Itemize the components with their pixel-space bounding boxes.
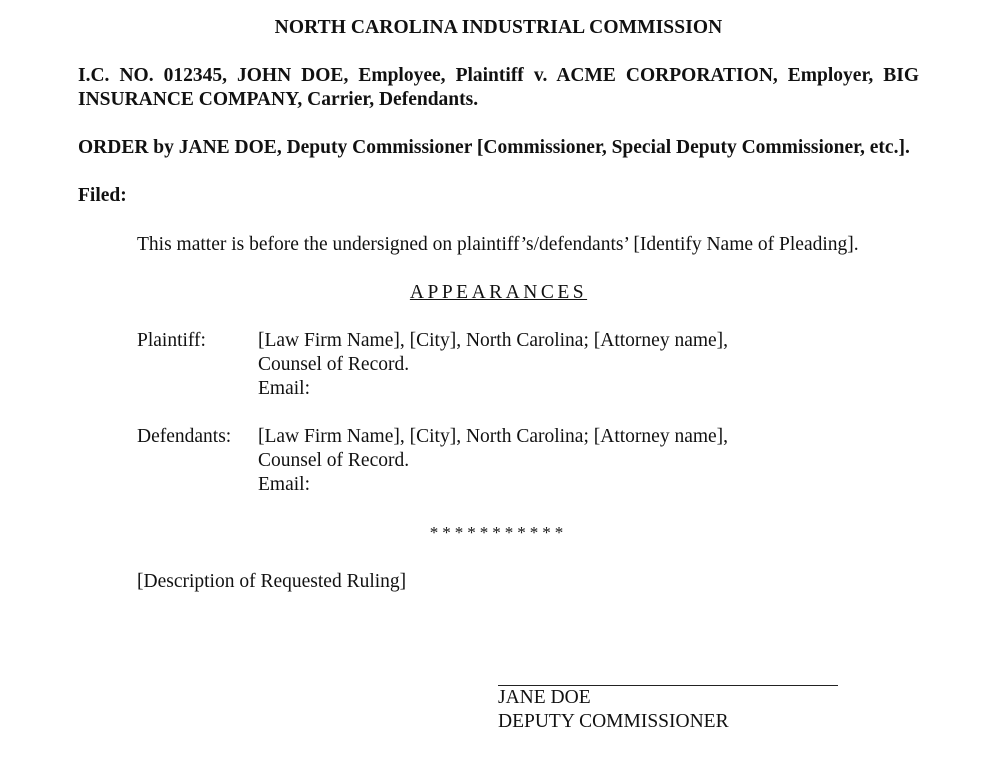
defendants-counsel <box>258 425 728 497</box>
plaintiff-email-line: Email: <box>258 378 310 399</box>
order-by-line: ORDER by JANE DOE, Deputy Commissioner [Commissioner, Special Deputy Commissioner, etc.]. <box>78 137 910 158</box>
defendants-label: Defendants: <box>137 426 232 447</box>
defendants-email-line: Email: <box>258 474 310 495</box>
commission-title: NORTH CAROLINA INDUSTRIAL COMMISSION <box>274 17 723 38</box>
signature-block <box>498 685 838 734</box>
signer-name: JANE DOE <box>498 687 591 708</box>
plaintiff-label: Plaintiff: <box>137 330 206 351</box>
signer-title: DEPUTY COMMISSIONER <box>498 711 729 732</box>
appearances-heading: APPEARANCES <box>409 282 588 303</box>
case-caption: I.C. NO. 012345, JOHN DOE, Employee, Plaintiff v. ACME CORPORATION, Employer, BIG INSURANCE COMPANY, Carrier, Defendants. <box>78 65 919 110</box>
section-separator: *********** <box>429 523 568 542</box>
plaintiff-counsel-line: Counsel of Record. <box>258 354 410 375</box>
defendants-firm-line: [Law Firm Name], [City], North Carolina; [Attorney name], <box>258 426 729 447</box>
plaintiff-appearance <box>137 329 919 401</box>
defendants-appearance <box>137 425 919 497</box>
requested-ruling: [Description of Requested Ruling] <box>137 571 407 592</box>
plaintiff-counsel <box>258 329 728 401</box>
defendants-counsel-line: Counsel of Record. <box>258 450 410 471</box>
filed-label: Filed: <box>78 185 127 206</box>
appearances-heading-wrap <box>78 281 919 305</box>
intro-paragraph: This matter is before the undersigned on plaintiff’s/defendants’ [Identify Name of Pleading]. <box>137 234 859 255</box>
plaintiff-firm-line: [Law Firm Name], [City], North Carolina; [Attorney name], <box>258 330 729 351</box>
